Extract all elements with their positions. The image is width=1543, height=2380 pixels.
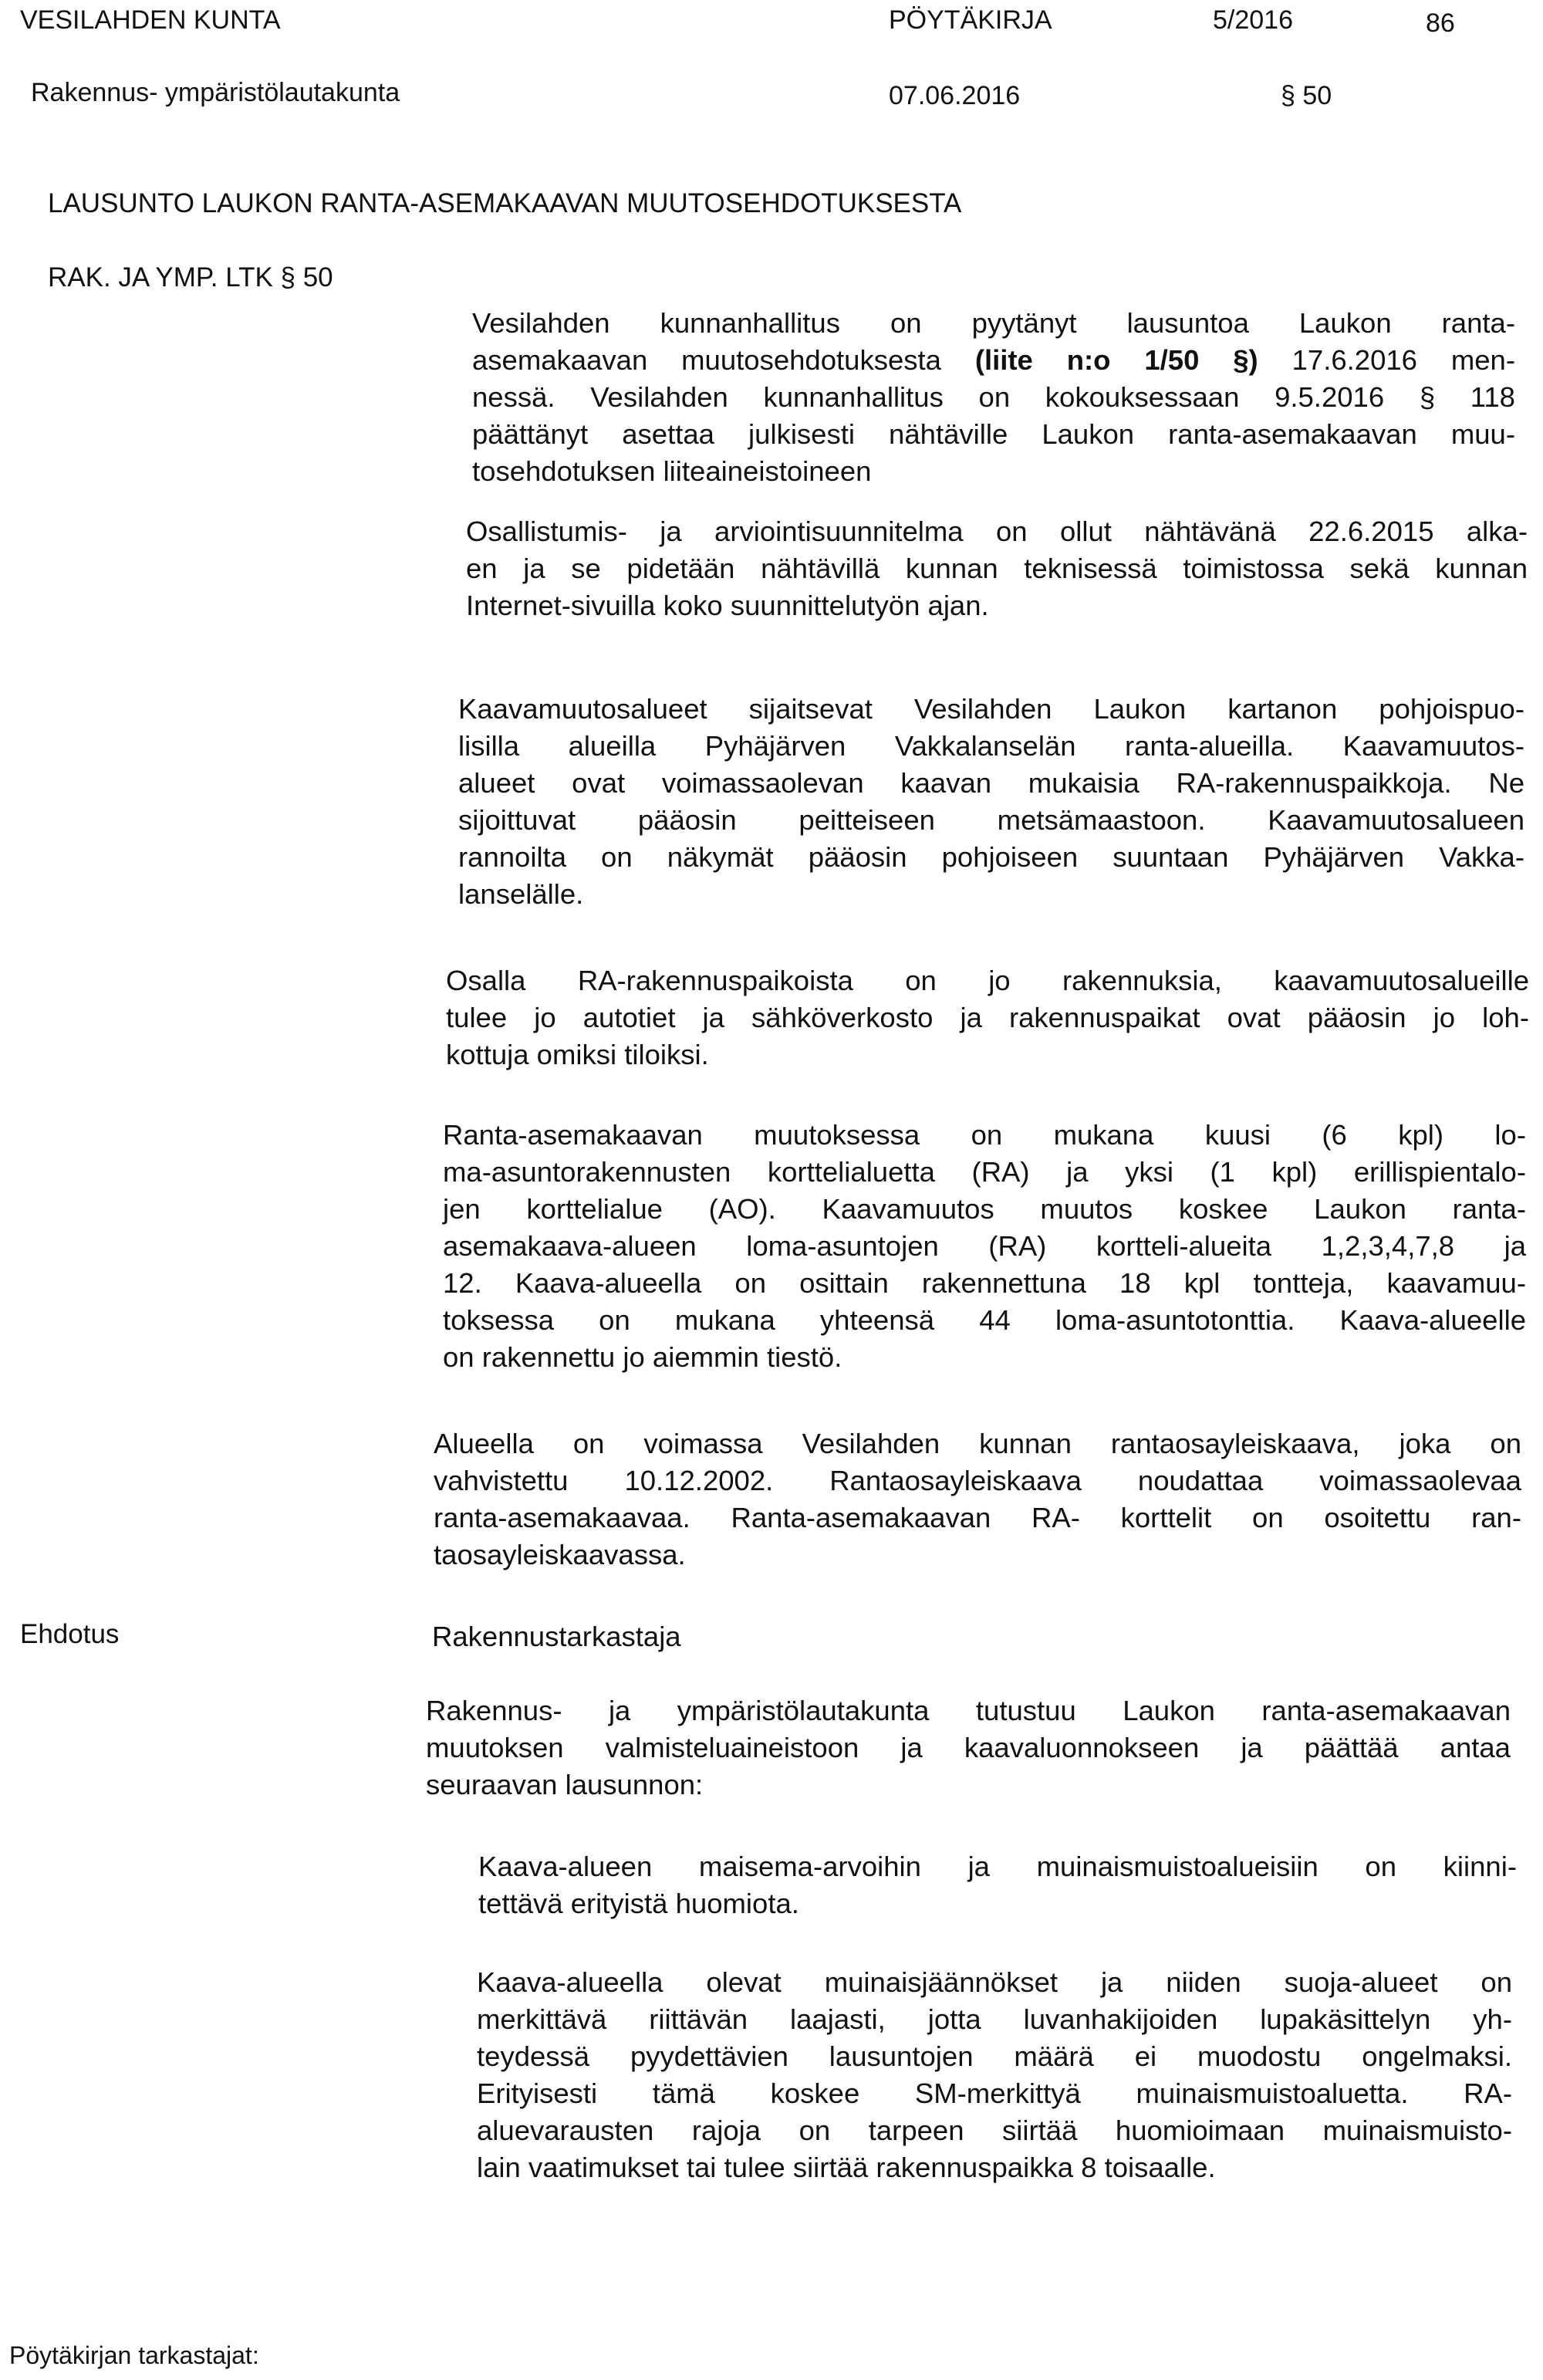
text-line: lanselälle. xyxy=(458,878,584,910)
text-line: lain vaatimukset tai tulee siirtää rakennuspaikka 8 toisaalle. xyxy=(477,2152,1216,2183)
page-title: LAUSUNTO LAUKON RANTA-ASEMAKAAVAN MUUTOSEHDOTUKSESTA xyxy=(48,188,962,218)
paragraph-location xyxy=(458,691,1524,913)
text-line: Kaava-alueella olevat muinaisjäännökset ja niiden suoja-alueet on xyxy=(477,1966,1512,1998)
text-line: sijoittuvat pääosin peitteiseen metsämaastoon. Kaavamuutosalueen xyxy=(458,804,1524,836)
text-line: alueet ovat voimassaolevan kaavan mukaisia RA-rakennuspaikkoja. Ne xyxy=(458,767,1524,799)
text-line: lisilla alueilla Pyhäjärven Vakkalanselän ranta-alueilla. Kaavamuutos- xyxy=(458,730,1524,762)
text-line: tosehdotuksen liiteaineistoineen xyxy=(472,455,872,487)
text-line: rannoilta on näkymät pääosin pohjoiseen suuntaan Pyhäjärven Vakka- xyxy=(458,841,1524,873)
text-line: Kaava-alueen maisema-arvoihin ja muinaismuistoalueisiin on kiinni- xyxy=(478,1851,1517,1882)
text-line: Kaavamuutosalueet sijaitsevat Vesilahden Laukon kartanon pohjoispuo- xyxy=(458,693,1524,725)
text-line: toksessa on mukana yhteensä 44 loma-asuntotonttia. Kaava-alueelle xyxy=(443,1304,1526,1336)
text-line: Alueella on voimassa Vesilahden kunnan rantaosayleiskaava, joka on xyxy=(434,1428,1521,1459)
text-line: 12. Kaava-alueella on osittain rakennettuna 18 kpl tontteja, kaavamuu- xyxy=(443,1267,1526,1299)
municipality-name: VESILAHDEN KUNTA xyxy=(20,5,281,35)
text-line: tulee jo autotiet ja sähköverkosto ja rakennuspaikat ovat pääosin jo loh- xyxy=(446,1002,1529,1033)
document-number: 5/2016 xyxy=(1213,5,1293,35)
statement-antiquities xyxy=(477,1964,1512,2186)
text-line: nessä. Vesilahden kunnanhallitus on kokouksessaan 9.5.2016 § 118 xyxy=(472,381,1515,413)
presenter-label: Rakennustarkastaja xyxy=(432,1621,681,1652)
proposal-label: Ehdotus xyxy=(20,1619,120,1649)
reviewers-label: Pöytäkirjan tarkastajat: xyxy=(9,2341,259,2369)
paragraph-existing-buildings xyxy=(446,962,1529,1073)
text-line: vahvistettu 10.12.2002. Rantaosayleiskaava noudattaa voimassaolevaa xyxy=(434,1465,1521,1496)
text-line: ma-asuntorakennusten korttelialuetta (RA) ja yksi (1 kpl) erillispientalo- xyxy=(443,1156,1526,1188)
text-line: Osallistumis- ja arviointisuunnitelma on ollut nähtävänä 22.6.2015 alka- xyxy=(466,516,1528,547)
proposal-intro xyxy=(426,1692,1511,1804)
text-line: jen korttelialue (AO). Kaavamuutos muutos koskee Laukon ranta- xyxy=(443,1193,1526,1225)
paragraph-request xyxy=(472,305,1515,490)
document-type: PÖYTÄKIRJA xyxy=(889,5,1052,35)
text-line: tettävä erityistä huomiota. xyxy=(478,1888,799,1919)
text-line: asemakaavan muutosehdotuksesta (liite n:o 1/50 §) 17.6.2016 men- xyxy=(472,344,1515,376)
meeting-date: 07.06.2016 xyxy=(889,81,1021,110)
text-line: Vesilahden kunnanhallitus on pyytänyt lausuntoa Laukon ranta- xyxy=(472,307,1515,339)
text-line: ranta-asemakaavaa. Ranta-asemakaavan RA- korttelit on osoitettu ran- xyxy=(434,1502,1521,1533)
statement-landscape xyxy=(478,1848,1517,1922)
text-line: teydessä pyydettävien lausuntojen määrä ei muodostu ongelmaksi. xyxy=(477,2040,1512,2072)
text-line: Erityisesti tämä koskee SM-merkittyä muinaismuistoaluetta. RA- xyxy=(477,2077,1512,2109)
text-line: Rakennus- ja ympäristölautakunta tutustuu Laukon ranta-asemakaavan xyxy=(426,1695,1511,1726)
text-line: asemakaava-alueen loma-asuntojen (RA) kortteli-alueita 1,2,3,4,7,8 ja xyxy=(443,1230,1526,1262)
reference-label: RAK. JA YMP. LTK § 50 xyxy=(48,262,333,292)
text-line: Internet-sivuilla koko suunnittelutyön ajan. xyxy=(466,590,989,621)
text-line: seuraavan lausunnon: xyxy=(426,1769,704,1800)
text-line: muutoksen valmisteluaineistoon ja kaavaluonnokseen ja päättää antaa xyxy=(426,1732,1511,1763)
text-line: päättänyt asettaa julkisesti nähtäville Laukon ranta-asemakaavan muu- xyxy=(472,418,1515,450)
text-line: Osalla RA-rakennuspaikoista on jo rakennuksia, kaavamuutosalueille xyxy=(446,965,1529,996)
committee-name: Rakennus- ympäristölautakunta xyxy=(31,78,400,107)
text-line: en ja se pidetään nähtävillä kunnan teknisessä toimistossa sekä kunnan xyxy=(466,553,1528,584)
text-line: aluevarausten rajoja on tarpeen siirtää huomioimaan muinaismuisto- xyxy=(477,2115,1512,2146)
text-line: on rakennettu jo aiemmin tiestö. xyxy=(443,1341,842,1373)
text-line: kottuja omiksi tiloiksi. xyxy=(446,1039,709,1070)
section-number: § 50 xyxy=(1281,81,1332,110)
text-line: taosayleiskaavassa. xyxy=(434,1539,686,1570)
text-line: Ranta-asemakaavan muutoksessa on mukana kuusi (6 kpl) lo- xyxy=(443,1119,1526,1151)
text-line: merkittävä riittävän laajasti, jotta luvanhakijoiden lupakäsittelyn yh- xyxy=(477,2003,1512,2035)
page-number: 86 xyxy=(1426,8,1455,38)
paragraph-participation xyxy=(466,513,1528,624)
paragraph-plan-change xyxy=(443,1117,1526,1376)
paragraph-general-plan xyxy=(434,1425,1521,1574)
